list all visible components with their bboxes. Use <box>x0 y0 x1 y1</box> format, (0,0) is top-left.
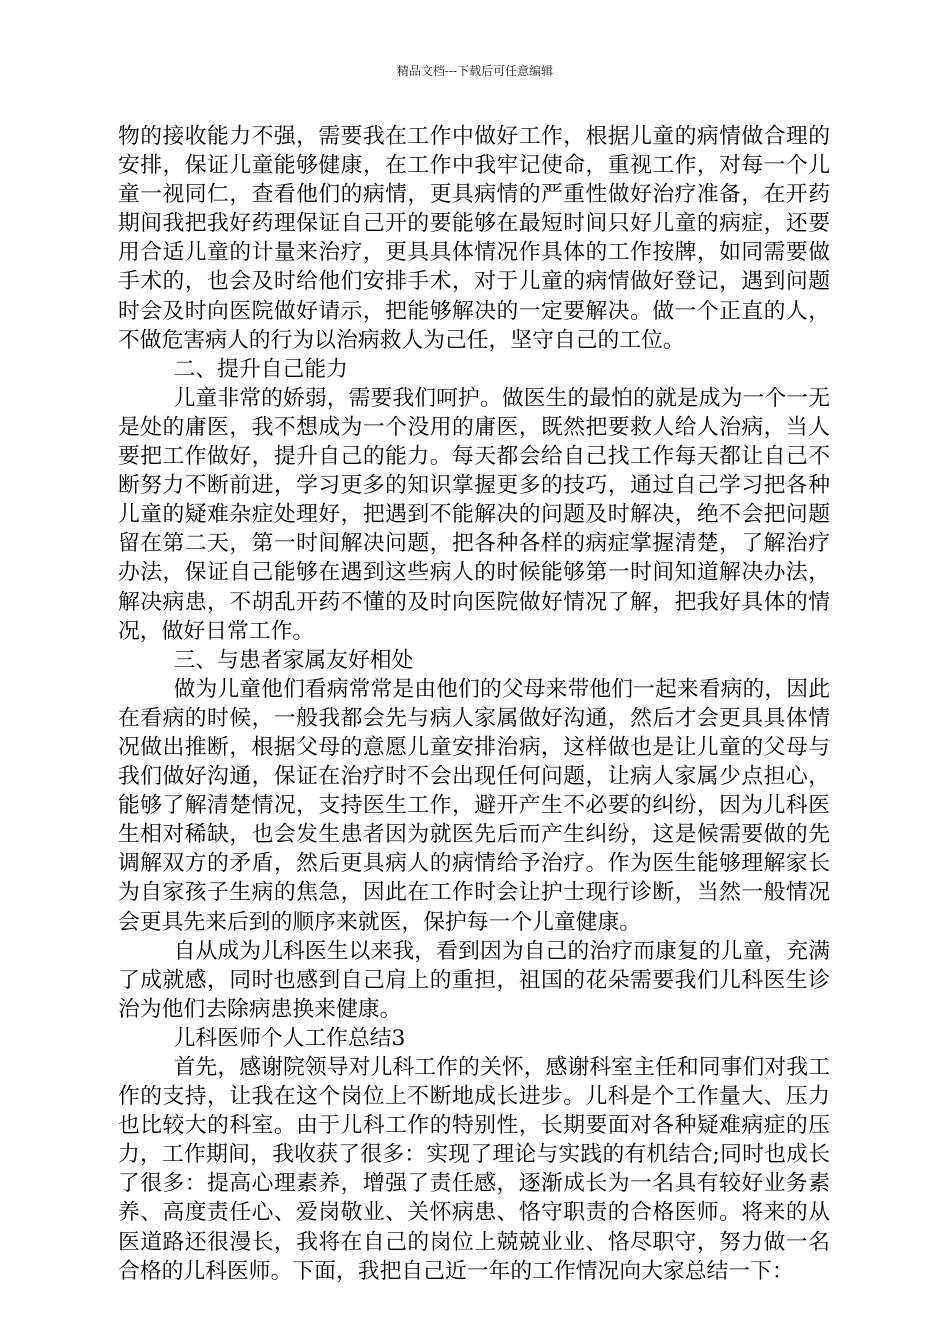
body-paragraph: 自从成为儿科医生以来我，看到因为自己的治疗而康复的儿童，充满了成就感，同时也感到自己肩上的重担，祖国的花朵需要我们儿科医生诊治为他们去除病患换来健康。 <box>118 938 830 1022</box>
section-heading: 三、与患者家属友好相处 <box>173 647 414 673</box>
body-paragraph: 做为儿童他们看病常常是由他们的父母来带他们一起来看病的，因此在看病的时候，一般我都会先与病人家属做好沟通，然后才会更具具体情况做出推断，根据父母的意愿儿童安排治病，这样做也是让儿童的父母与我们做好沟通，保证在治疗时不会出现任何问题，让病人家属少点担心，能够了解清楚情况，支持医生工作，避开产生不必要的纠纷，因为儿科医生相对稀缺，也会发生患者因为就医先后而产生纠纷，这是候需要做的先调解双方的矛盾，然后更具病人的病情给予治疗。作为医生能够理解家长为自家孩子生病的焦急，因此在工作时会让护士现行诊断，当然一般情况会更具先来后到的顺序来就医，保护每一个儿童健康。 <box>118 676 830 935</box>
page-header: 精品文档---下载后可任意编辑 <box>396 64 554 78</box>
body-paragraph: 物的接收能力不强，需要我在工作中做好工作，根据儿童的病情做合理的安排，保证儿童能够健康，在工作中我牢记使命，重视工作，对每一个儿童一视同仁，查看他们的病情，更具病情的严重性做好治疗准备，在开药期间我把我好药理保证自己开的要能够在最短时间只好儿童的病症，还要用合适儿童的计量来治疗，更具具体情况作具体的工作按牌，如同需要做手术的，也会及时给他们安排手术，对于儿童的病情做好登记，遇到问题时会及时向医院做好请示，把能够解决的一定要解决。做一个正直的人，不做危害病人的行为以治病救人为己任，坚守自己的工位。 <box>118 124 830 353</box>
section-heading: 儿科医师个人工作总结3 <box>173 1025 406 1051</box>
body-paragraph: 首先，感谢院领导对儿科工作的关怀，感谢科室主任和同事们对我工作的支持，让我在这个岗位上不断地成长进步。儿科是个工作量大、压力也比较大的科室。由于儿科工作的特别性，长期要面对各种疑难病症的压力，工作期间，我收获了很多：实现了理论与实践的有机结合;同时也成长了很多：提高心理素养，增强了责任感，逐渐成长为一名具有较好业务素养、高度责任心、爱岗敬业、关怀病患、恪守职责的合格医师。将来的从医道路还很漫长，我将在自己的岗位上兢兢业业、恪尽职守，努力做一名合格的儿科医师。下面，我把自己近一年的工作情况向大家总结一下： <box>118 1055 830 1284</box>
document-body <box>118 122 830 1286</box>
body-paragraph: 儿童非常的娇弱，需要我们呵护。做医生的最怕的就是成为一个一无是处的庸医，我不想成为一个没用的庸医，既然把要救人给人治病，当人要把工作做好，提升自己的能力。每天都会给自己找工作每天都让自己不断努力不断前进，学习更多的知识掌握更多的技巧，通过自己学习把各种儿童的疑难杂症处理好，把遇到不能解决的问题及时解决，绝不会把问题留在第二天，第一时间解决问题，把各种各样的病症掌握清楚，了解治疗办法，保证自己能够在遇到这些病人的时候能够第一时间知道解决办法，解决病患，不胡乱开药不懂的及时向医院做好情况了解，把我好具体的情况，做好日常工作。 <box>118 385 830 644</box>
section-heading: 二、提升自己能力 <box>173 356 348 382</box>
